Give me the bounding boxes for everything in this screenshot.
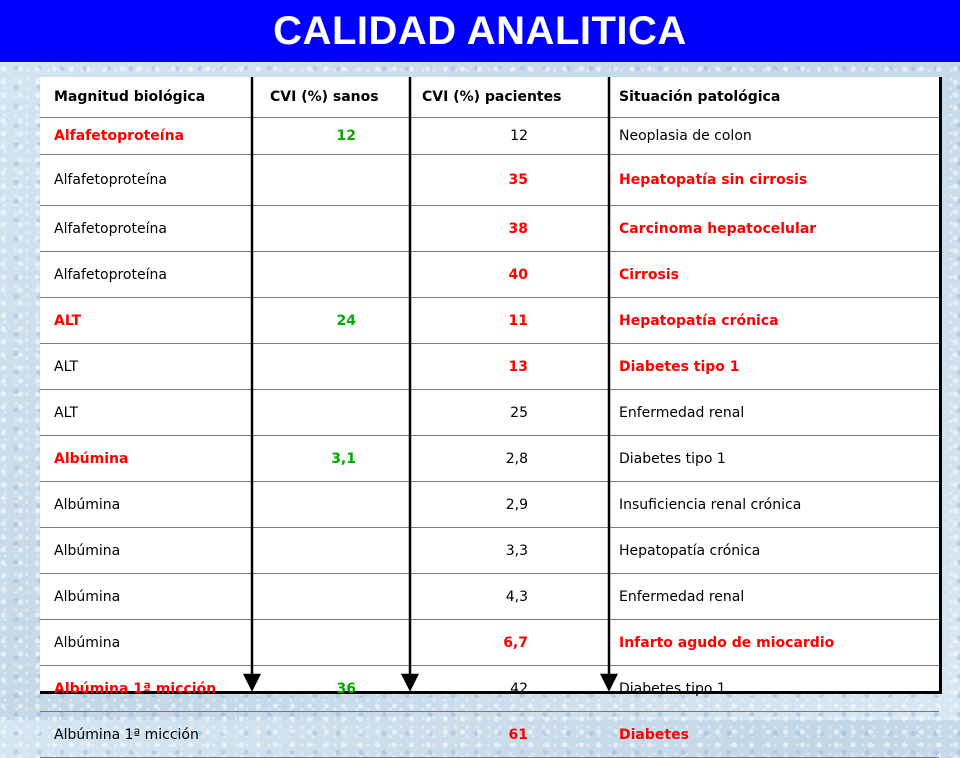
- cell-magnitud: Albúmina: [40, 620, 252, 666]
- table-row: [40, 436, 939, 482]
- cell-magnitud: Albúmina 1ª micción: [40, 712, 252, 758]
- cell-situacion: Hepatopatía crónica: [609, 298, 939, 344]
- cell-situacion: Infarto agudo de miocardio: [609, 620, 939, 666]
- cell-cvi-sanos: [252, 344, 410, 390]
- cell-situacion: Enfermedad renal: [609, 574, 939, 620]
- cell-situacion: Diabetes tipo 1: [609, 344, 939, 390]
- cell-cvi-sanos: [252, 574, 410, 620]
- cell-cvi-pacientes: 4,3: [410, 574, 609, 620]
- cell-magnitud: Alfafetoproteína: [40, 252, 252, 298]
- table-row: [40, 482, 939, 528]
- table-row: [40, 712, 939, 758]
- cell-magnitud: Albúmina: [40, 482, 252, 528]
- cell-cvi-pacientes: 35: [410, 155, 609, 206]
- table-row: [40, 206, 939, 252]
- cell-situacion: Enfermedad renal: [609, 390, 939, 436]
- table-row: [40, 574, 939, 620]
- table-header-row: [40, 77, 939, 118]
- cell-magnitud: Alfafetoproteína: [40, 118, 252, 155]
- table-row: [40, 528, 939, 574]
- cell-cvi-sanos: [252, 620, 410, 666]
- title-banner: [0, 0, 960, 62]
- cell-cvi-sanos: [252, 528, 410, 574]
- table-row: [40, 118, 939, 155]
- cell-situacion: Hepatopatía sin cirrosis: [609, 155, 939, 206]
- cell-cvi-pacientes: 13: [410, 344, 609, 390]
- cell-situacion: Neoplasia de colon: [609, 118, 939, 155]
- cell-cvi-sanos: [252, 390, 410, 436]
- cell-cvi-sanos: [252, 482, 410, 528]
- cvi-table: [40, 77, 939, 758]
- cell-cvi-pacientes: 38: [410, 206, 609, 252]
- cell-cvi-sanos: [252, 155, 410, 206]
- cell-cvi-pacientes: 2,8: [410, 436, 609, 482]
- cell-cvi-pacientes: 42: [410, 666, 609, 712]
- cell-cvi-sanos: 36: [252, 666, 410, 712]
- table-row: [40, 344, 939, 390]
- cell-cvi-sanos: 12: [252, 118, 410, 155]
- cvi-table-container: [40, 77, 942, 743]
- cell-situacion: Cirrosis: [609, 252, 939, 298]
- cell-cvi-sanos: [252, 712, 410, 758]
- cell-situacion: Carcinoma hepatocelular: [609, 206, 939, 252]
- cell-cvi-sanos: 24: [252, 298, 410, 344]
- cell-situacion: Diabetes tipo 1: [609, 436, 939, 482]
- cell-cvi-pacientes: 25: [410, 390, 609, 436]
- cell-cvi-pacientes: 6,7: [410, 620, 609, 666]
- table-row: [40, 620, 939, 666]
- header-cvi-pacientes: CVI (%) pacientes: [410, 77, 609, 118]
- cell-cvi-pacientes: 12: [410, 118, 609, 155]
- header-magnitud: Magnitud biológica: [40, 77, 252, 118]
- cell-cvi-sanos: [252, 252, 410, 298]
- cell-cvi-sanos: [252, 206, 410, 252]
- cell-magnitud: Albúmina: [40, 436, 252, 482]
- cell-situacion: Diabetes tipo 1: [609, 666, 939, 712]
- table-row: [40, 666, 939, 712]
- table-row: [40, 390, 939, 436]
- cell-magnitud: ALT: [40, 344, 252, 390]
- cell-situacion: Diabetes: [609, 712, 939, 758]
- cell-cvi-pacientes: 40: [410, 252, 609, 298]
- header-situacion: Situación patológica: [609, 77, 939, 118]
- table-row: [40, 252, 939, 298]
- cell-magnitud: Albúmina: [40, 574, 252, 620]
- cell-magnitud: ALT: [40, 390, 252, 436]
- cell-magnitud: Alfafetoproteína: [40, 155, 252, 206]
- cell-magnitud: Albúmina 1ª micción: [40, 666, 252, 712]
- cell-cvi-pacientes: 2,9: [410, 482, 609, 528]
- cell-cvi-sanos: 3,1: [252, 436, 410, 482]
- header-cvi-sanos: CVI (%) sanos: [252, 77, 410, 118]
- table-row: [40, 155, 939, 206]
- cell-cvi-pacientes: 11: [410, 298, 609, 344]
- cell-magnitud: Albúmina: [40, 528, 252, 574]
- cell-situacion: Hepatopatía crónica: [609, 528, 939, 574]
- cell-situacion: Insuficiencia renal crónica: [609, 482, 939, 528]
- cell-magnitud: Alfafetoproteína: [40, 206, 252, 252]
- cell-cvi-pacientes: 61: [410, 712, 609, 758]
- table-row: [40, 298, 939, 344]
- page-title: CALIDAD ANALITICA: [273, 8, 687, 53]
- cell-cvi-pacientes: 3,3: [410, 528, 609, 574]
- cell-magnitud: ALT: [40, 298, 252, 344]
